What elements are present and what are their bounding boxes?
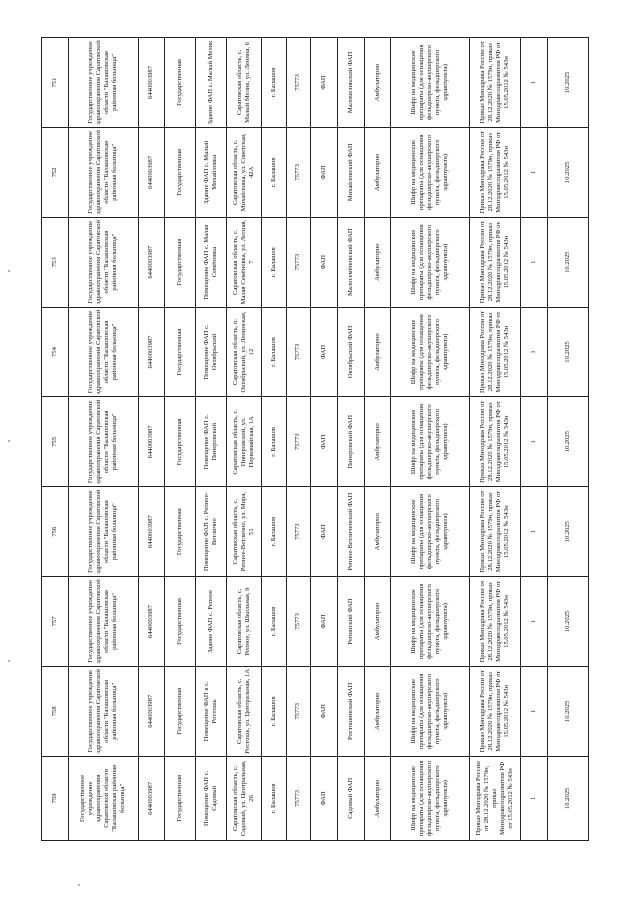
table-cell: Амбулаторно [364,127,391,217]
table-cell: 10.2025 [547,127,588,217]
table-row [547,38,588,841]
table-cell: 1 [521,127,548,217]
table-cell: Репинский ФАП [338,577,365,667]
table-cell: Государственное учреждение здравоохранения Саратовской области "Балашовская районная больница" [68,487,138,577]
table-cell: Государственная [165,38,196,128]
table-cell: 75773 [286,38,311,128]
table-cell: ФАП [311,127,338,217]
table-row [286,38,311,841]
table-row [469,38,520,841]
table-cell: Государственное учреждение здравоохранения Саратовской области "Балашовская районная больница" [68,756,138,840]
table-cell: 756 [42,487,69,577]
table-cell: Саратовская область, с. Малый Мелик, ул. Ленина, 6 [227,38,262,128]
scan-speck [8,440,10,442]
table-cell: Саратовская область, с. Репное, ул. Школьная, 9 [227,577,262,667]
table-cell: 6440003987 [138,217,165,307]
table-cell: Шифр на медицинские препараты (для оснащения фельдшерско-акушерского пункта, фельдшерского здравпункта) [391,487,469,577]
table-cell: Государственное учреждение здравоохранения Саратовской области "Балашовская районная больница" [68,38,138,128]
table-body [42,38,589,841]
table-cell: ФАП [311,217,338,307]
table-cell: 1 [521,397,548,487]
table-cell: 754 [42,307,69,397]
table-row [138,38,165,841]
table-row [338,38,365,841]
table-cell: 75773 [286,127,311,217]
table-cell: 1 [521,666,548,756]
table-cell: ФАП [311,487,338,577]
table-cell: Шифр на медицинские препараты (для оснащения фельдшерско-акушерского пункта, фельдшерского здравпункта) [391,756,469,840]
table-cell: Амбулаторно [364,666,391,756]
table-row [227,38,262,841]
table-cell: Приказ Минздрава России от 28.12.2020 № 1579н, приказ Минздравсоцразвития РФ от 15.05.2012 № 543н [469,307,520,397]
table-cell: 75773 [286,217,311,307]
table-cell: Октябрьский ФАП [338,307,365,397]
table-cell: г. Балашов [261,397,286,487]
table-cell: г. Балашов [261,217,286,307]
table-cell: ФАП [311,38,338,128]
table-cell: 10.2025 [547,666,588,756]
table-cell: Приказ Минздрава России от 28.12.2020 № 1579н, приказ Минздравсоцразвития РФ от 15.05.2012 № 543н [469,38,520,128]
table-cell: 10.2025 [547,487,588,577]
table-cell: Здание ФАП с. Репное [196,577,227,667]
table-cell: Государственная [165,127,196,217]
table-cell: Приказ Минздрава России от 28.12.2020 № 1579н, приказ Минздравсоцразвития РФ от 15.05.2012 № 543н [469,577,520,667]
table-cell: ФАП [311,756,338,840]
table-cell: Шифр на медицинские препараты (для оснащения фельдшерско-акушерского пункта, фельдшерского здравпункта) [391,307,469,397]
table-cell: Приказ Минздрава России от 28.12.2020 № 1579н, приказ Минздравсоцразвития РФ от 15.05.2012 № 543н [469,756,520,840]
table-cell: Шифр на медицинские препараты (для оснащения фельдшерско-акушерского пункта, фельдшерского здравпункта) [391,577,469,667]
table-cell: 75773 [286,487,311,577]
table-cell: 75773 [286,307,311,397]
table-cell: Садовый ФАП [338,756,365,840]
table-cell: Государственное учреждение здравоохранения Саратовской области "Балашовская районная больница" [68,577,138,667]
table-cell: Амбулаторно [364,397,391,487]
table-cell: 10.2025 [547,577,588,667]
table-cell: Шифр на медицинские препараты (для оснащения фельдшерско-акушерского пункта, фельдшерского здравпункта) [391,217,469,307]
table-cell: Приказ Минздрава России от 28.12.2020 № 1579н, приказ Минздравсоцразвития РФ от 15.05.2012 № 543н [469,127,520,217]
table-cell: Саратовская область, с. Садовый, ул. Центральная, 26 [227,756,262,840]
table-cell: г. Балашов [261,666,286,756]
table-cell: 1 [521,487,548,577]
table-cell: Шифр на медицинские препараты (для оснащения фельдшерско-акушерского пункта, фельдшерского здравпункта) [391,666,469,756]
table-row [196,38,227,841]
table-cell: Саратовская область, с. Михайловка, ул. Советская, 42А [227,127,262,217]
table-cell: Помещение ФАП с. Репное-Ветлично [196,487,227,577]
table-row [521,38,548,841]
scan-speck [8,270,10,272]
table-cell: г. Балашов [261,577,286,667]
table-cell: г. Балашов [261,127,286,217]
table-cell: Приказ Минздрава России от 28.12.2020 № 1579н, приказ Минздравсоцразвития РФ от 15.05.2012 № 543н [469,666,520,756]
table-cell: Михайловский ФАП [338,127,365,217]
table-cell: 6440003987 [138,397,165,487]
table-cell: 1 [521,307,548,397]
table-cell: Приказ Минздрава России от 28.12.2020 № 1579н, приказ Минздравсоцразвития РФ от 15.05.2012 № 543н [469,487,520,577]
table-cell: ФАП [311,397,338,487]
table-cell: 6440003987 [138,577,165,667]
table-cell: 6440003987 [138,487,165,577]
table-cell: 1 [521,217,548,307]
table-cell: Помещение ФАП в с. Ростошь [196,666,227,756]
table-cell: 75773 [286,397,311,487]
table-cell: Амбулаторно [364,756,391,840]
table-row [364,38,391,841]
table-cell: Помещение ФАП с. Садовый [196,756,227,840]
table-cell: Государственное учреждение здравоохранения Саратовской области "Балашовская районная больница" [68,307,138,397]
table-row [68,38,138,841]
table-cell: 10.2025 [547,307,588,397]
table-cell: 1 [521,577,548,667]
table-cell: 75773 [286,666,311,756]
table-cell: Государственная [165,666,196,756]
table-row [311,38,338,841]
table-cell: Государственная [165,487,196,577]
table-cell: Шифр на медицинские препараты (для оснащения фельдшерско-акушерского пункта, фельдшерского здравпункта) [391,397,469,487]
table-cell: Амбулаторно [364,307,391,397]
table-cell: Помещение ФАП с. Пинеровский [196,397,227,487]
table-cell: Государственное учреждение здравоохранения Саратовской области "Балашовская районная больница" [68,397,138,487]
table-cell: г. Балашов [261,487,286,577]
table-cell: Государственная [165,577,196,667]
table-cell: Саратовская область, п. Октябрьский, ул. Ленинская, 12 [227,307,262,397]
table-row [165,38,196,841]
table-cell: 6440003987 [138,127,165,217]
table-cell: Помещение ФАП с. Октябрьский [196,307,227,397]
table-cell: Амбулаторно [364,487,391,577]
table-cell: Приказ Минздрава России от 28.12.2020 № 1579н, приказ Минздравсоцразвития РФ от 15.05.2012 № 543н [469,397,520,487]
table-cell: Государственное учреждение здравоохранения Саратовской области "Балашовская районная больница" [68,127,138,217]
table-cell: Шифр на медицинские препараты (для оснащения фельдшерско-акушерского пункта, фельдшерского здравпункта) [391,38,469,128]
table-cell: Саратовская область, с. Пинеровский, ул. Первомайская, 1А [227,397,262,487]
table-cell: Репное-Ветличенский ФАП [338,487,365,577]
table-cell: ФАП [311,666,338,756]
table-row [42,38,69,841]
table-cell: 6440003987 [138,666,165,756]
table-cell: 1 [521,38,548,128]
table-cell: 758 [42,666,69,756]
table-cell: 6440003987 [138,38,165,128]
table-cell: 10.2025 [547,217,588,307]
scan-speck [8,660,10,662]
table-cell: 75773 [286,756,311,840]
scan-speck [78,884,80,886]
table-cell: Государственная [165,307,196,397]
table-cell: Малосемёновский ФАП [338,217,365,307]
table-cell: Ростошинский ФАП [338,666,365,756]
table-cell: Государственная [165,217,196,307]
registry-table [41,37,589,841]
table-cell: 75773 [286,577,311,667]
table-cell: Амбулаторно [364,217,391,307]
table-cell: Приказ Минздрава России от 28.12.2020 № 1579н, приказ Минздравсоцразвития РФ от 15.05.2012 № 543н [469,217,520,307]
table-cell: Саратовская область, с. Ростошь, ул. Центральная, 1А [227,666,262,756]
table-row [261,38,286,841]
table-cell: Саратовская область, с. Репное-Ветлично, ул. Мира, 51 [227,487,262,577]
rotated-page [41,37,589,841]
table-cell: Амбулаторно [364,38,391,128]
table-cell: Государственная [165,756,196,840]
table-cell: Помещение ФАП с. Малая Семёновка [196,217,227,307]
table-cell: ФАП [311,307,338,397]
table-cell: 6440003987 [138,307,165,397]
table-cell: Государственная [165,397,196,487]
table-cell: Саратовская область, с. Малая Семёновка, ул. Лесная, 7 [227,217,262,307]
table-cell: 752 [42,127,69,217]
table-cell: 751 [42,38,69,128]
table-cell: 10.2025 [547,38,588,128]
table-cell: г. Балашов [261,756,286,840]
table-cell: Амбулаторно [364,577,391,667]
table-cell: Маломеликский ФАП [338,38,365,128]
table-cell: 1 [521,756,548,840]
table-cell: г. Балашов [261,307,286,397]
table-cell: 10.2025 [547,397,588,487]
table-cell: Государственное учреждение здравоохранения Саратовской области "Балашовская районная больница" [68,666,138,756]
table-cell: 10.2025 [547,756,588,840]
table-cell: 757 [42,577,69,667]
table-cell: Шифр на медицинские препараты (для оснащения фельдшерско-акушерского пункта, фельдшерского здравпункта) [391,127,469,217]
table-cell: 753 [42,217,69,307]
table-row [391,38,469,841]
table-cell: Здание ФАП с. Малый Михайловка [196,127,227,217]
table-cell: 6440003987 [138,756,165,840]
table-cell: 759 [42,756,69,840]
table-cell: Здание ФАП с. Малый Мелик [196,38,227,128]
table-cell: г. Балашов [261,38,286,128]
table-cell: ФАП [311,577,338,667]
table-cell: 755 [42,397,69,487]
table-cell: Пинеровский ФАП [338,397,365,487]
table-cell: Государственное учреждение здравоохранения Саратовской области "Балашовская районная больница" [68,217,138,307]
